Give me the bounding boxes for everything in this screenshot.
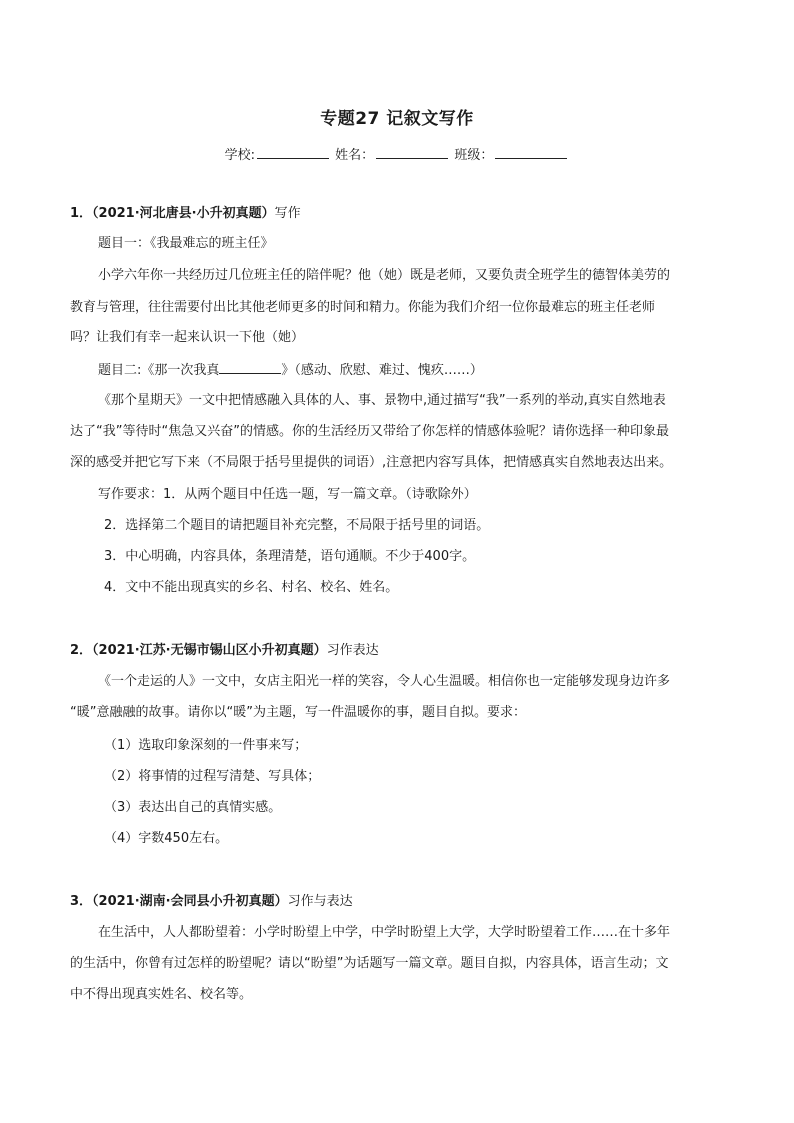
question-1-paragraph-line: 教育与管理，往往需要付出比其他老师更多的时间和精力。你能为我们介绍一位你最难忘的班主任老师 — [70, 300, 656, 315]
question-source: （2021·江苏·无锡市锡山区小升初真题） — [92, 643, 327, 658]
question-3-paragraph-line: 中不得出现真实姓名、校名等。 — [70, 987, 253, 1002]
question-2-requirement: （2）将事情的过程写清楚、写具体； — [104, 769, 321, 784]
question-1-paragraph-line: 小学六年你一共经历过几位班主任的陪伴呢？他（她）既是老师，又要负责全班学生的德智体美劳的 — [98, 268, 671, 283]
question-1-header — [70, 206, 730, 222]
question-2-requirement: （1）选取印象深刻的一件事来写； — [104, 738, 308, 753]
class-blank[interactable] — [495, 146, 567, 159]
question-1-topic-2 — [98, 361, 738, 379]
question-2-requirement: （4）字数450左右。 — [104, 831, 229, 846]
question-number: 2． — [70, 643, 93, 658]
name-blank[interactable] — [376, 146, 448, 159]
question-3-paragraph-line: 在生活中，人人都盼望着：小学时盼望上中学，中学时盼望上大学，大学时盼望着工作……在十多年 — [98, 925, 671, 940]
school-label: 学校: — [224, 148, 256, 163]
topic-2-suffix: 》（感动、欣慰、难过、愧疚……） — [281, 363, 483, 378]
question-1-paragraph-line: 吗？让我们有幸一起来认识一下他（她） — [70, 330, 305, 345]
question-1-requirement: 3．中心明确，内容具体，条理清楚，语句通顺。不少于400字。 — [104, 549, 476, 564]
question-1-requirement: 2．选择第二个题目的请把题目补充完整，不局限于括号里的词语。 — [104, 518, 490, 533]
question-3-header — [70, 894, 730, 910]
question-3-paragraph-line: 的生活中，你曾有过怎样的盼望呢？请以“盼望”为话题写一篇文章。题目自拟，内容具体，语言生动；文 — [70, 956, 669, 971]
question-1-topic-1: 题目一：《我最难忘的班主任》 — [98, 236, 274, 251]
question-number: 1． — [70, 206, 93, 221]
topic-2-prefix: 题目二:《那一次我真 — [98, 363, 220, 378]
class-label: 班级： — [454, 148, 494, 163]
question-type: 写作 — [274, 206, 301, 221]
question-1-requirement: 4．文中不能出现真实的乡名、村名、校名、姓名。 — [104, 580, 399, 595]
student-info-fields — [0, 144, 794, 163]
school-blank[interactable] — [257, 146, 329, 159]
question-2-requirement: （3）表达出自己的真情实感。 — [104, 800, 282, 815]
question-2-header — [70, 643, 730, 659]
page-title: 专题27 记叙文写作 — [320, 109, 474, 129]
question-1-paragraph-line: 达了“我”等待时“焦急又兴奋”的情感。你的生活经历又带给了你怎样的情感体验呢？请你选择一种印象最 — [70, 424, 669, 439]
question-1-paragraph-line: 深的感受并把它写下来（不局限于括号里提供的词语）,注意把内容写具体，把情感真实自然地表达出来。 — [70, 455, 673, 470]
question-source: （2021·湖南·会同县小升初真题） — [92, 894, 288, 909]
question-2-paragraph-line: 《一个走运的人》一文中，女店主阳光一样的笑容，令人心生温暖。相信你也一定能够发现身边许多 — [98, 674, 671, 689]
topic-2-fill-blank[interactable] — [219, 361, 281, 374]
question-type: 习作表达 — [326, 643, 379, 658]
name-label: 姓名： — [335, 148, 375, 163]
question-number: 3． — [70, 894, 93, 909]
question-type: 习作与表达 — [287, 894, 353, 909]
question-source: （2021·河北唐县·小升初真题） — [92, 206, 275, 221]
question-2-paragraph-line: “暖”意融融的故事。请你以“暖”为主题，写一件温暖你的事，题目自拟。要求： — [70, 705, 526, 720]
question-1-requirement: 写作要求：1．从两个题目中任选一题，写一篇文章。（诗歌除外） — [98, 487, 477, 502]
question-1-paragraph-line: 《那个星期天》一文中把情感融入具体的人、事、景物中,通过描写“我”一系列的举动,真实自然地表 — [98, 393, 666, 408]
